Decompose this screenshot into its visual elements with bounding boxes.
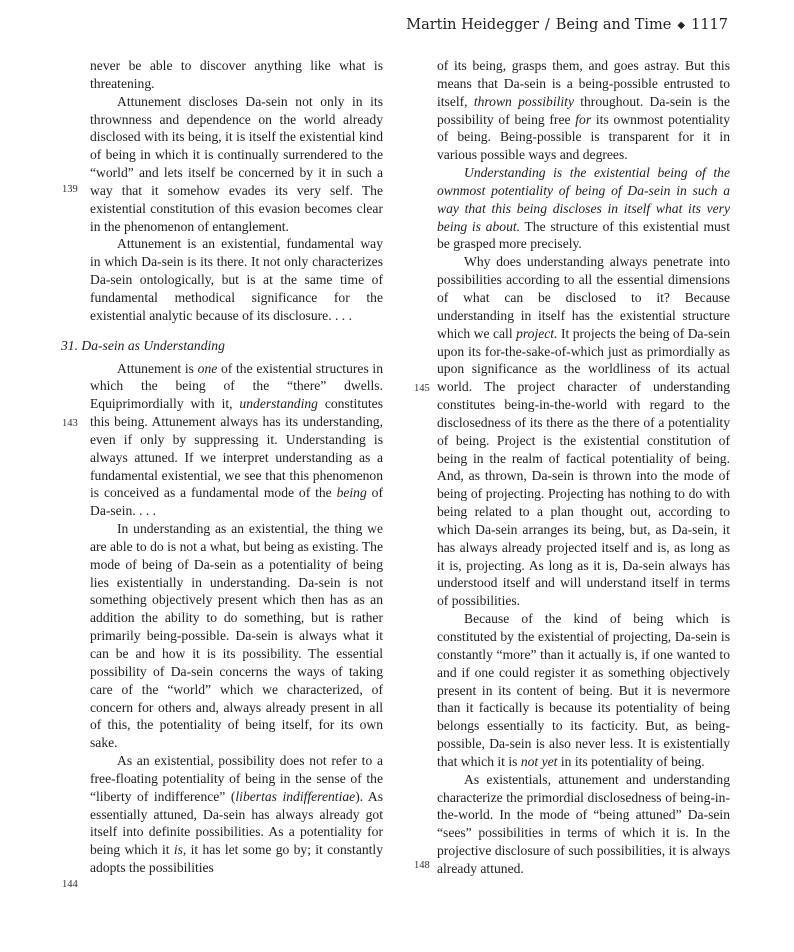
paragraph: Attunement is an existential, fundamental way in which Da-sein is its there. It not only characterizes Da-sein ontologically, but is at the same time of fundamental methodical significance for the existential analytic because of its disclosure. . . .: [90, 236, 383, 323]
header-ornament: ◆: [677, 20, 686, 31]
margin-number: 143: [62, 418, 78, 429]
section-heading: 31. Da-sein as Understanding: [61, 337, 225, 353]
running-header: [406, 17, 728, 33]
paragraph: Because of the kind of being which is constituted by the existential of projecting, Da-sein is constantly “more” than it actually is, if one wanted to and if one could register it as something objectively present in its content of being. But it is nevermore than it factically is because its potentiality of being belongs essentially to its facticity. But, as being-possible, Da-sein is also never less. It is existentially that which it is not yet in its potentiality of being.: [437, 611, 730, 769]
margin-number: 139: [62, 184, 78, 195]
paragraph: As existentials, attunement and understanding characterize the primordial disclosedness of being-in-the-world. In the mode of “being attuned” Da-sein “sees” possibilities in terms of which it is. In the projective disclosure of such possibilities, it is always already attuned.: [437, 771, 730, 876]
margin-number: 145: [414, 383, 430, 394]
header-title: Being and Time: [555, 17, 672, 33]
paragraph: never be able to discover anything like what is threatening.: [90, 58, 383, 91]
paragraph: Understanding is the existential being of the ownmost potentiality of being of Da-sein in such a way that this being discloses in itself what its very being is about. The structure of this existential must be grasped more precisely.: [437, 165, 730, 252]
margin-number: 144: [62, 879, 78, 890]
paragraph: of its being, grasps them, and goes astray. But this means that Da-sein is a being-possible entrusted to itself, thrown possibility throughout. Da-sein is the possibility of being free for its ownmost potentiality of being. Being-possible is transparent for it in various possible ways and degrees.: [437, 58, 730, 163]
paragraph: In understanding as an existential, the thing we are able to do is not a what, but being as existing. The mode of being of Da-sein as a potentiality of being lies existentially in understanding. Da-sein is not something objectively present which then has as an addition the ability to do something, but is rather primarily being-possible. Da-sein is always what it can be and how it is its possibility. The essential possibility of Da-sein concerns the ways of taking care of the “world” which we characterized, of concern for others and, always already present in all of this, the potentiality of being itself, for its own sake.: [90, 521, 383, 751]
header-separator: /: [544, 17, 550, 33]
margin-number: 148: [414, 860, 430, 871]
paragraph: Attunement discloses Da-sein not only in its thrownness and dependence on the world already disclosed with its being, it is itself the existential kind of being in which it is continually surrendered to the “world” and lets itself be concerned by it in such a way that it somehow evades its very self. The existential constitution of this evasion becomes clear in the phenomenon of entanglement.: [90, 93, 383, 234]
right-column: [437, 57, 730, 878]
paragraph: Attunement is one of the existential structures in which the being of the “there” dwells. Equiprimordially with it, understanding constitutes this being. Attunement always has its understanding, even if only by suppressing it. Understanding is always attuned. If we interpret understanding as a fundamental existential, we see that this phenomenon is conceived as a fundamental mode of the being of Da-sein. . . .: [90, 360, 384, 519]
header-author: Martin Heidegger: [406, 17, 539, 33]
page-number: 1117: [691, 17, 728, 33]
paragraph: As an existential, possibility does not refer to a free-floating potentiality of being in the sense of the “liberty of indifference” (libertas indifferentiae). As essentially attuned, Da-sein has always already got itself into definite possibilities. As a potentiality for being which it is, it has let some go by; it constantly adopts the possibilities: [90, 753, 384, 876]
paragraph: Why does understanding always penetrate into possibilities according to all the essential dimensions of what can be disclosed to it? Because understanding in itself has the existential structure which we call project. It projects the being of Da-sein upon its for-the-sake-of-which just as primordially as upon significance as the worldliness of its actual world. The project character of understanding constitutes being-in-the-world with regard to the disclosedness of its there as the there of a potentiality of being. Project is the existential constitution of being in the realm of factical potentiality of being. And, as thrown, Da-sein is thrown into the mode of being of projecting. Projecting has nothing to do with being related to a plan thought out, according to which Da-sein arranges its being, but, as Da-sein, it has always already projected itself and is, as long as it is, projecting. As long as it is, Da-sein always has understood itself and will understand itself in terms of possibilities.: [437, 254, 730, 609]
